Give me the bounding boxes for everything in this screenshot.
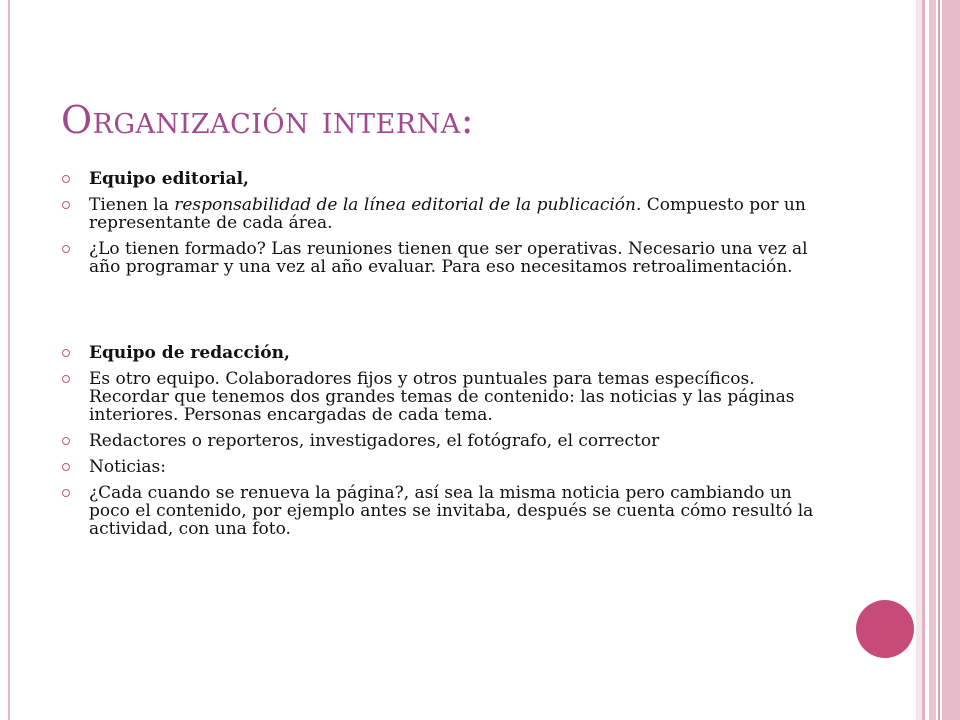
bullet-responsabilidad: Tienen la responsabilidad de la línea editorial de la publicación. Compuesto por un representante de cada área. (62, 196, 822, 232)
slide-title: Organización interna: (61, 98, 475, 142)
bullet-equipo-redaccion: Equipo de redacción, (62, 344, 822, 362)
right-decorative-stripes (916, 0, 960, 720)
bullet-ring-icon (62, 375, 70, 383)
bullet-redactores: Redactores o reporteros, investigadores, el fotógrafo, el corrector (62, 432, 822, 450)
bullet-reuniones: ¿Lo tienen formado? Las reuniones tienen que ser operativas. Necesario una vez al año programar y una vez al año evaluar. Para eso necesitamos retroalimentación. (62, 240, 822, 276)
left-border-line (8, 0, 10, 720)
bullet-ring-icon (62, 245, 70, 253)
accent-circle (856, 600, 914, 658)
bullet-equipo-editorial: Equipo editorial, (62, 170, 822, 188)
section-spacer (62, 284, 822, 344)
bullet-ring-icon (62, 463, 70, 471)
bullet-ring-icon (62, 437, 70, 445)
bullet-otro-equipo: Es otro equipo. Colaboradores fijos y otros puntuales para temas específicos. Recordar que tenemos dos grandes temas de contenido: las noticias y las páginas interiores. Personas encargadas de cada tema. (62, 370, 822, 424)
bullet-renueva-pagina: ¿Cada cuando se renueva la página?, así sea la misma noticia pero cambiando un poco el contenido, por ejemplo antes se invitaba, después se cuenta cómo resultó la actividad, con una foto. (62, 484, 822, 538)
bullet-ring-icon (62, 201, 70, 209)
bullet-ring-icon (62, 349, 70, 357)
bullet-noticias: Noticias: (62, 458, 822, 476)
bullet-ring-icon (62, 175, 70, 183)
slide-content (62, 170, 822, 546)
bullet-ring-icon (62, 489, 70, 497)
